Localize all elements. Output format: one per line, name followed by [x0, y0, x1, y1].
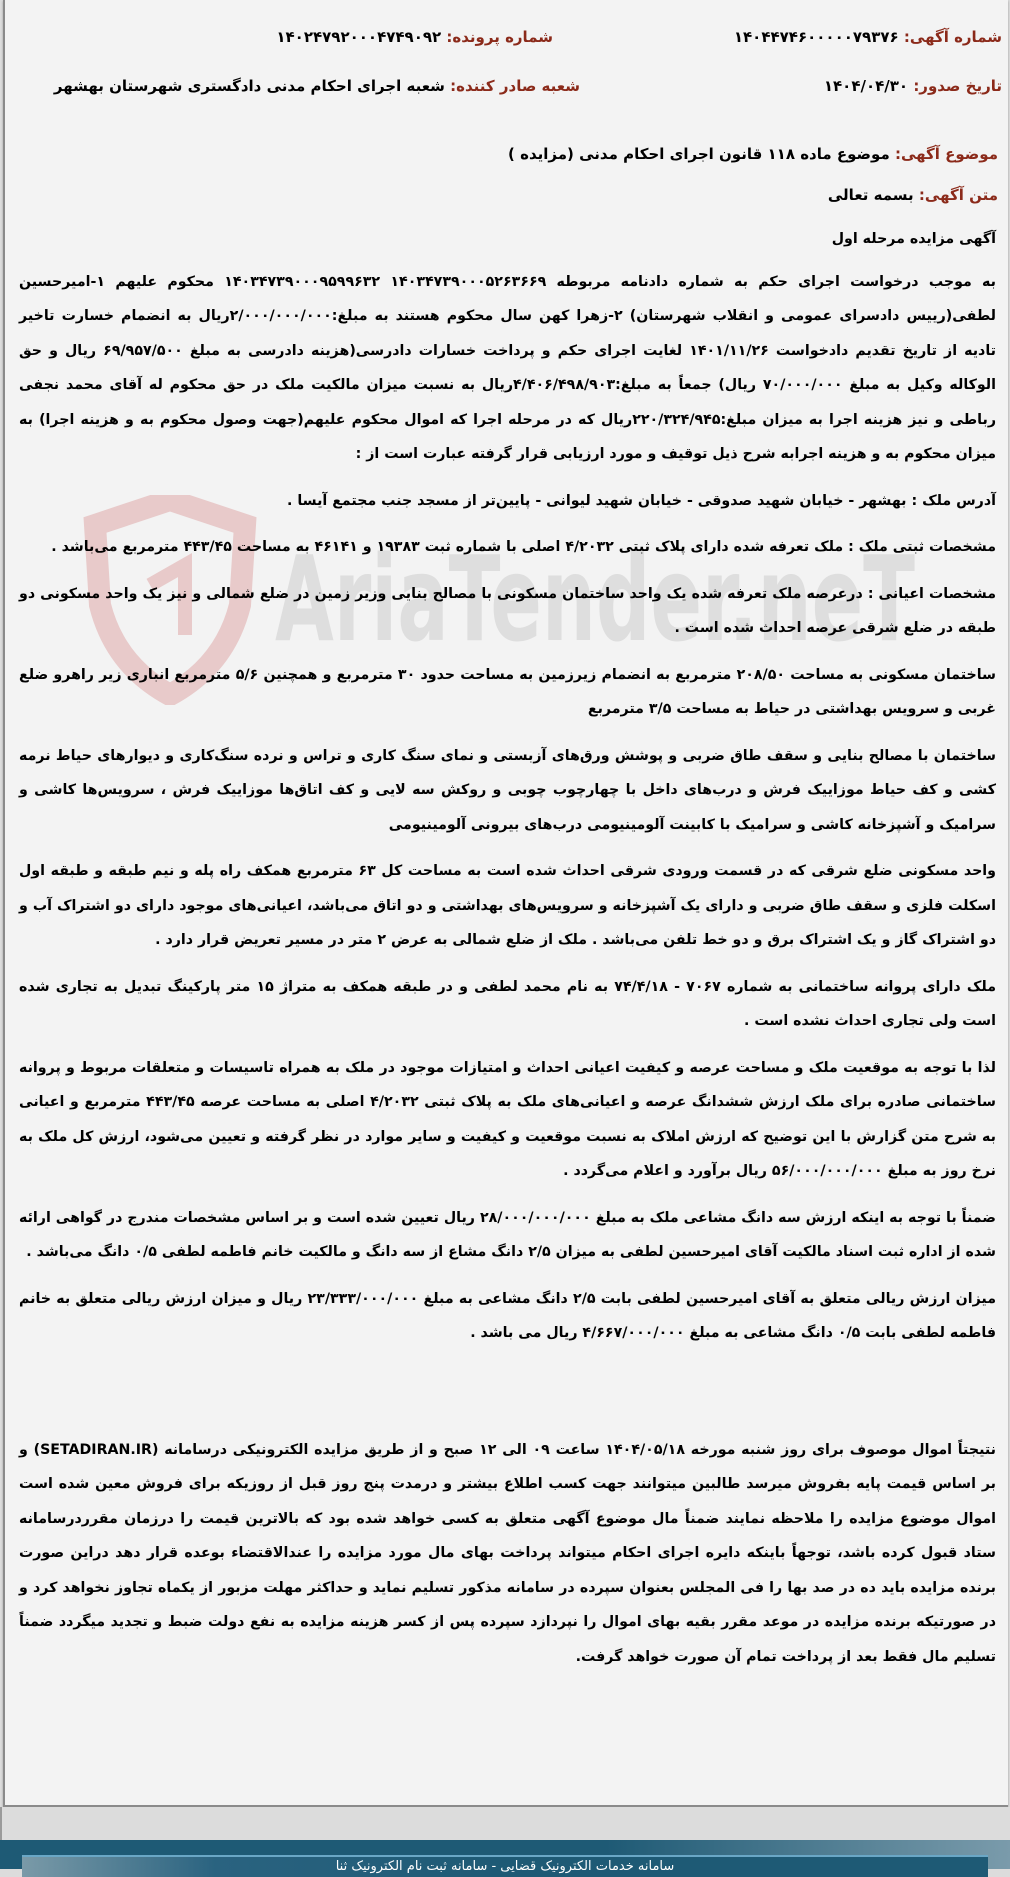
paragraph: به موجب درخواست اجرای حکم به شماره دادنامه مربوطه ۱۴۰۳۴۷۳۹۰۰۰۵۲۶۳۶۶۹ ۱۴۰۳۴۷۳۹۰۰۰۹۵۹۹۶۳۲ محکوم علیهم ۱-امیرحسین لطفی(رییس دادسرای عمومی و انقلاب شهرستان) ۲-زهرا کهن سال محکوم هستند به مبلغ:۲/۰۰۰/۰۰۰/۰۰۰ریال به انضمام خسارت تاخیر تادیه از تاریخ تقدیم دادخواست ۱۴۰۱/۱۱/۲۶ لغایت اجرای حکم و پرداخت خسارات دادرسی(هزینه دادرسی به مبلغ ۶۹/۹۵۷/۵۰۰ ریال و حق الوکاله وکیل به مبلغ ۷۰/۰۰۰/۰۰۰ ریال) جمعاً به مبلغ:۴/۴۰۶/۴۹۸/۹۰۳ریال به نسبت میزان مالکیت ملک در حق محکوم له آقای محمد نجفی رباطی و نیز هزینه اجرا به میزان مبلغ:۲۲۰/۳۲۴/۹۴۵ریال که در مرحله اجرا که اموال محکوم علیهم(جهت وصول محکوم به و هزینه اجرا) به میزان محکوم به و هزینه اجرابه شرح ذیل توقیف و مورد ارزیابی قرار گرفته عبارت است از :: [19, 273, 996, 462]
spacer: [19, 1363, 996, 1433]
paragraph: مشخصات ثبتی ملک : ملک تعرفه شده دارای پلاک ثبتی ۴/۲۰۳۲ اصلی با شماره ثبت ۱۹۳۸۳ و ۴۶۱۴۱ به مساحت ۴۴۳/۴۵ مترمربع می‌باشد .: [51, 539, 996, 555]
subject-value: موضوع ماده ۱۱۸ قانون اجرای احکام مدنی (مزایده ): [508, 145, 890, 163]
ad-title: آگهی مزایده مرحله اول: [831, 231, 996, 247]
paragraph: لذا با توجه به موقعیت ملک و مساحت عرصه و کیفیت اعیانی احداث و امتیازات موجود در ملک به همراه تاسیسات و متعلقات مربوط و پروانه ساختمانی صادره برای ملک ارزش ششدانگ عرصه و اعیانی‌های ملک به پلاک ثبتی ۴/۲۰۳۲ اصلی به مساحت عرصه ۴۴۳/۴۵ مترمربع و اعیانی به شرح متن گزارش با این توضیح که ارزش املاک به نسبت موقعیت و کیفیت و سایر موارد در نظر گرفته و تعیین می‌شود، ارزش کل ملک به نرخ روز به مبلغ ۵۶/۰۰۰/۰۰۰/۰۰۰ ریال برآورد و اعلام می‌گردد .: [19, 1059, 997, 1179]
issuer-label: شعبه صادر کننده:: [450, 77, 580, 95]
subject-field: [508, 145, 998, 163]
paragraph: میزان ارزش ریالی متعلق به آقای امیرحسین لطفی بابت ۲/۵ دانگ مشاعی به مبلغ ۲۳/۳۳۳/۰۰۰/۰۰۰ ریال و میزان ارزش ریالی متعلق به خانم فاطمه لطفی بابت ۰/۵ دانگ مشاعی به مبلغ ۴/۶۶۷/۰۰۰/۰۰۰ ریال می باشد .: [19, 1290, 997, 1341]
issuer-value: شعبه اجرای احکام مدنی دادگستری شهرستان بهشهر: [53, 77, 445, 95]
file-number-value: ۱۴۰۲۴۷۹۲۰۰۰۴۷۴۹۰۹۲: [276, 28, 442, 46]
issue-date-label: تاریخ صدور:: [913, 77, 1002, 95]
paragraph: واحد مسکونی ضلع شرقی که در قسمت ورودی شرقی احداث شده است به مساحت کل ۶۳ مترمربع همکف راه پله و نیم طبقه و طبقه اول اسکلت فلزی و سقف طاق ضربی و دارای یک آشپزخانه و سرویس‌های بهداشتی و دو اتاق می‌باشد، اعیانی‌های موجود دارای دو اشتراک آب و دو اشتراک گاز و یک اشتراک برق و دو خط تلفن می‌باشد . ملک از ضلع شمالی به عرض ۲ متر در مسیر تعریض قرار دارد .: [19, 863, 996, 948]
ad-body: [19, 222, 996, 1686]
text-intro: بسمه تعالی: [827, 186, 914, 204]
text-field: [828, 186, 998, 204]
ad-number-label: شماره آگهی:: [903, 28, 1002, 46]
paragraph: ساختمان مسکونی به مساحت ۲۰۸/۵۰ مترمربع به انضمام زیرزمین به مساحت حدود ۳۰ مترمربع و همچنین ۵/۶ مترمربع انباری زیر راهرو ضلع غربی و سرویس بهداشتی در حیاط به مساحت ۳/۵ مترمربع: [19, 666, 996, 717]
ad-number-value: ۱۴۰۴۴۷۴۶۰۰۰۰۰۷۹۳۷۶: [733, 28, 899, 46]
subject-label: موضوع آگهی:: [894, 145, 998, 163]
file-number-label: شماره پرونده:: [446, 28, 553, 46]
issue-date-field: [824, 77, 1002, 95]
paragraph: مشخصات اعیانی : درعرصه ملک تعرفه شده یک واحد ساختمان مسکونی با مصالح بنایی وزیر زمین در ضلع شمالی و نیز یک واحد مسکونی دو طبقه در ضلع شرقی عرصه احداث شده است .: [19, 585, 996, 636]
site-footer: [0, 1840, 1010, 1874]
paragraph: ساختمان با مصالح بنایی و سقف طاق ضربی و پوشش ورق‌های آزبستی و نمای سنگ کاری و تراس و نرده سنگ‌کاری و دیوارهای حیاط نرمه کشی و کف حیاط موزاییک فرش و درب‌های داخل با چهارچوب چوبی و روکش سه لایی و کف اتاق‌ها موزاییک فرش ، سرویس‌ها کاشی و سرامیک و آشپزخانه کاشی و سرامیک با کابینت آلومینیومی درب‌های بیرونی آلومینیومی: [19, 747, 996, 833]
watermark-text: AriaTender.neT: [275, 530, 915, 668]
paragraph: آدرس ملک : بهشهر - خیابان شهید صدوقی - خیابان شهید لیوانی - پایین‌تر از مسجد جنب مجتمع آیسا .: [287, 492, 996, 509]
text-label: متن آگهی:: [918, 186, 998, 204]
footer-text: سامانه خدمات الکترونیک قضایی - سامانه ثبت نام الکترونیک ثنا: [22, 1855, 988, 1877]
final-paragraph: نتیجتاً اموال موصوف برای روز شنبه مورخه ۱۴۰۴/۰۵/۱۸ ساعت ۰۹ الی ۱۲ صبح و از طریق مزایده الکترونیکی درسامانه (SETADIRAN.IR) و بر اساس قیمت پایه بفروش میرسد طالبین میتوانند جهت کسب اطلاع بیشتر و درمدت پنج روز قبل از روزیکه برای فروش معین شده است اموال موضوع مزایده را ملاحظه نمایند ضمناً مال موضوع آگهی متعلق به کسی خواهد شده بود که بالاترین قیمت را درزمان مقرردرسامانه ستاد قبول کرده باشد، توجهاً باینکه دایره اجرای احکام میتواند پرداخت بهای مال مورد مزایده را عندالاقتضاء بوعده قرار دهد دراین صورت برنده مزایده باید ده در صد بها را فی المجلس بعنوان سپرده در سامانه مذکور تسلیم نماید و حداکثر مهلت مزبور از یکماه تجاوز نخواهد کرد و در صورتیکه برنده مزایده در موعد مقرر بقیه بهای اموال را نپردازد سپرده پس از کسر هزینه مزایده به نفع دولت ضبط و تجدید میگردد ضمناً تسلیم مال فقط بعد از پرداخت تمام آن صورت خواهد گرفت.: [19, 1441, 996, 1665]
bottom-band: [0, 1807, 1010, 1840]
file-number-field: [276, 28, 553, 46]
paragraph: ضمناً با توجه به اینکه ارزش سه دانگ مشاعی ملک به مبلغ ۲۸/۰۰۰/۰۰۰/۰۰۰ ریال تعیین شده است و بر اساس مشخصات مندرج در گواهی ارائه شده از اداره ثبت اسناد مالکیت آقای امیرحسین لطفی به میزان ۲/۵ دانگ مشاع از سه دانگ و مالکیت خانم فاطمه لطفی ۰/۵ دانگ می‌باشد .: [19, 1209, 996, 1260]
issue-date-value: ۱۴۰۴/۰۴/۳۰: [823, 77, 909, 95]
ad-number-field: [734, 28, 1002, 46]
paragraph: ملک دارای پروانه ساختمانی به شماره ۷۰۶۷ - ۷۴/۴/۱۸ به نام محمد لطفی و در طبقه همکف به متراژ ۱۵ متر پارکینگ تبدیل به تجاری شده است ولی تجاری احداث نشده است .: [19, 978, 996, 1029]
ad-panel: [3, 0, 1008, 1807]
issuer-field: [54, 77, 580, 95]
